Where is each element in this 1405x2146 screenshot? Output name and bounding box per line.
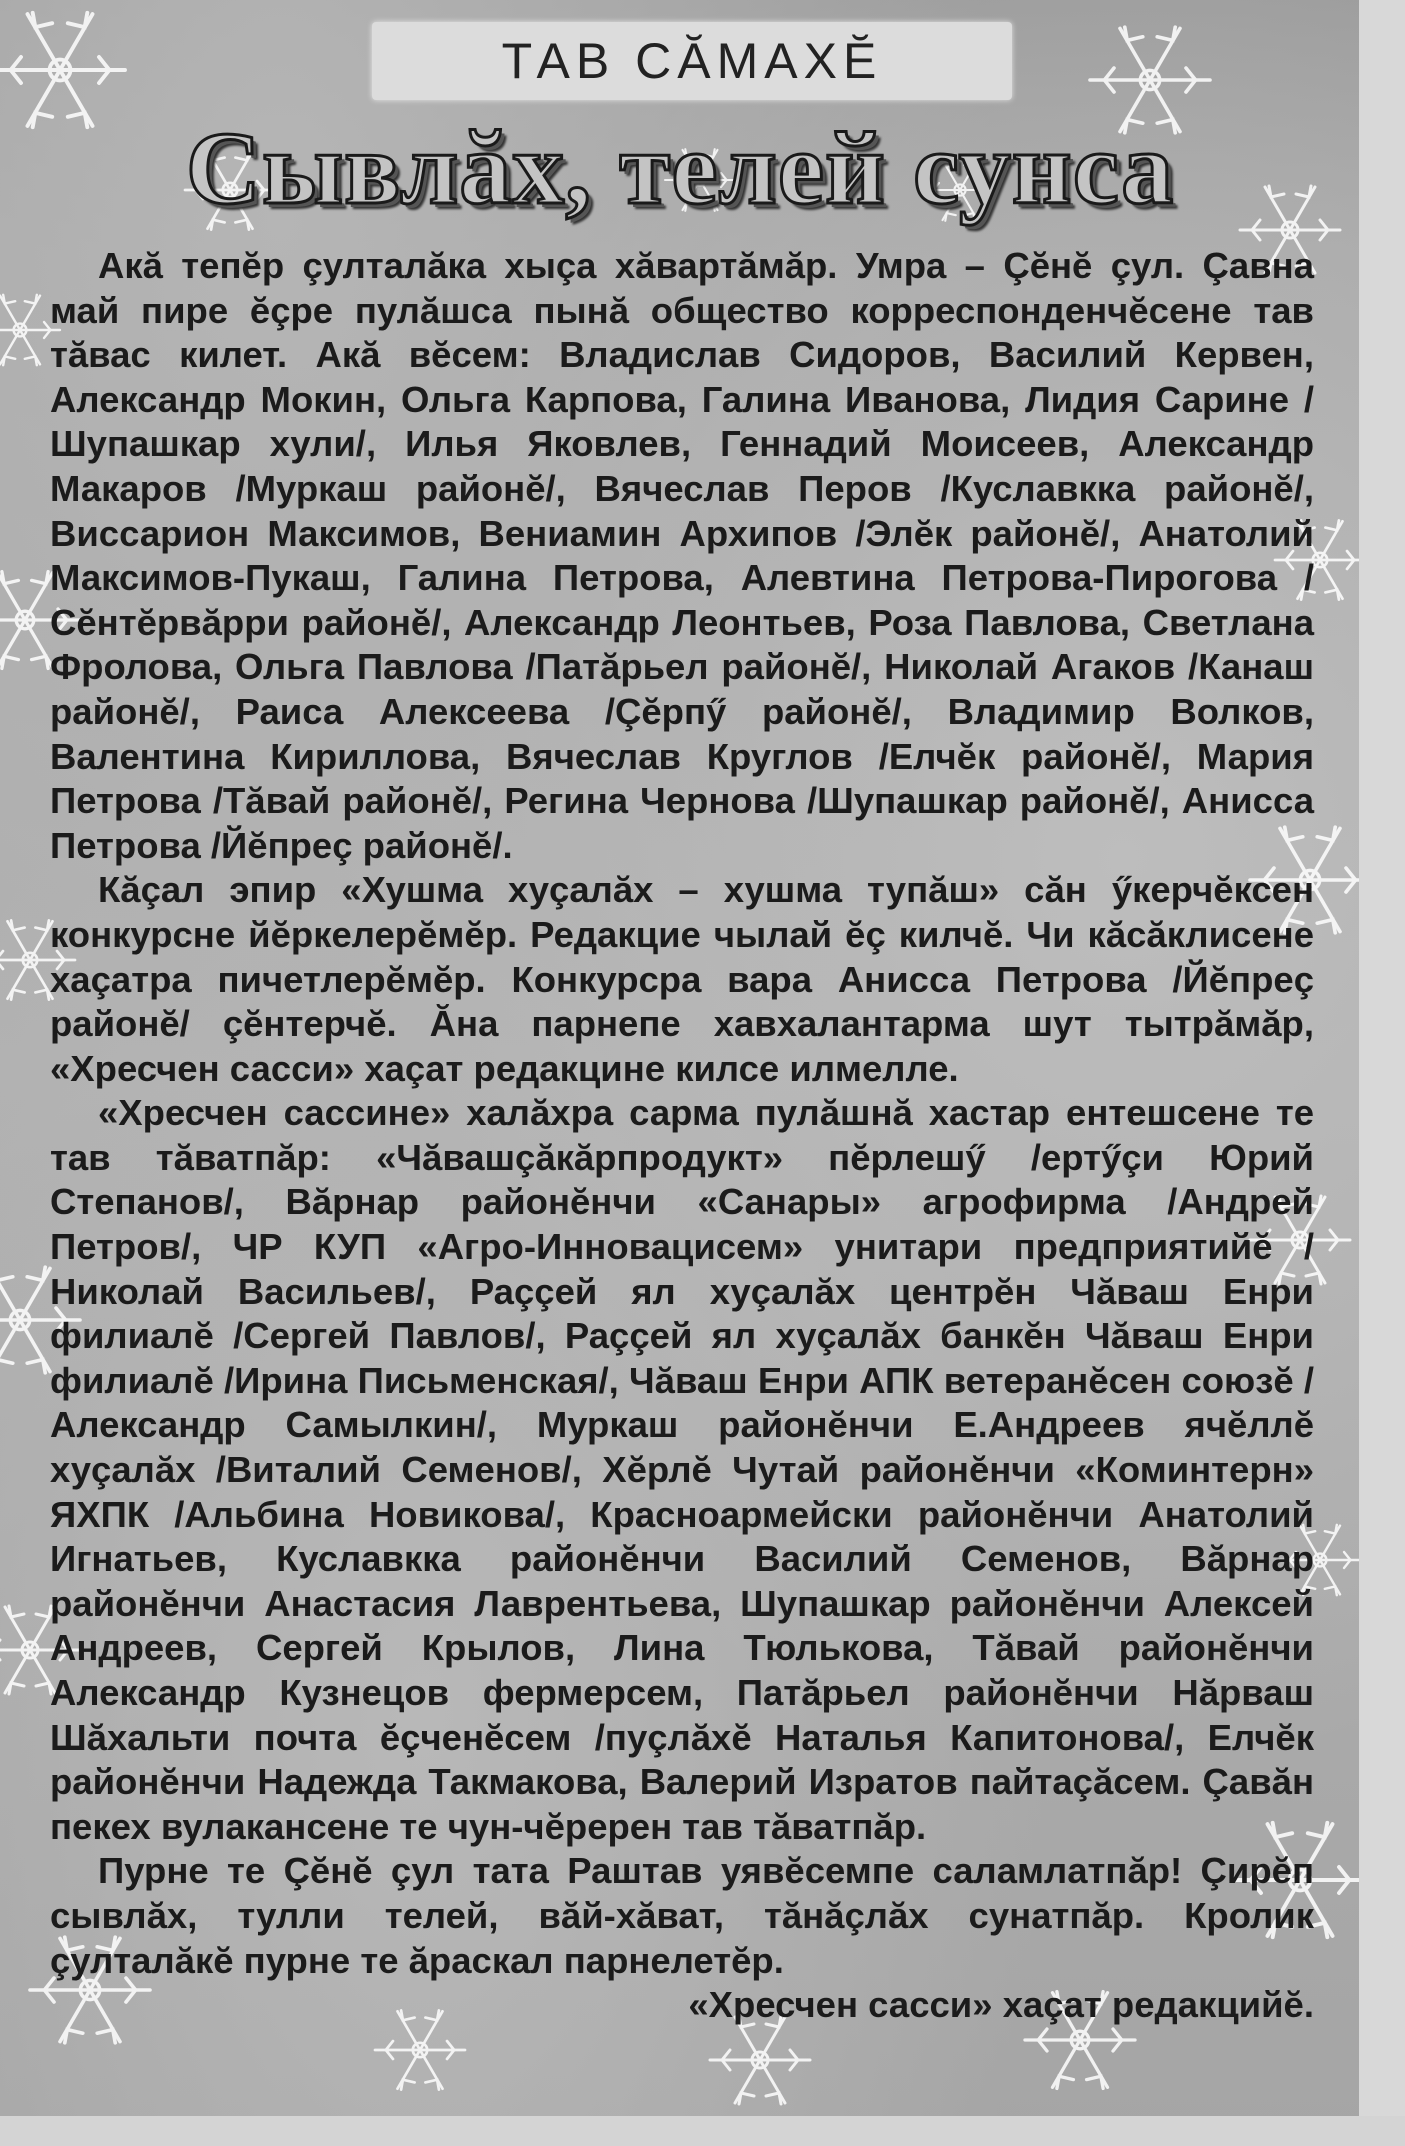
signature: «Хресчен сасси» хаçат редакцийĕ. bbox=[688, 1984, 1314, 2026]
article-body bbox=[50, 244, 1314, 2028]
paragraph-contest: Кăçал эпир «Хушма хуçалăх – хушма тупăш» сăн ӳкерчĕксен конкурсне йĕркелерĕмĕр. Редакцие чылай ĕç килчĕ. Чи кăсăклисене хаçатра пичетлерĕмĕр. Конкурсра вара Анисса Петрова /Йĕпреç районĕ/ çĕнтерчĕ. Ăна парнепе хавхалантарма шут тытрăмăр, «Хресчен сасси» хаçат редакцине килсе илмелле. bbox=[50, 869, 1314, 1089]
headline-text: Сывлăх, телей сунса bbox=[185, 110, 1175, 226]
page-margin-bottom bbox=[0, 2116, 1405, 2146]
paragraph-greetings: Пурне те Çĕнĕ çул тата Раштав уявĕсемпе саламлатпăр! Çирĕп сывлăх, тулли телей, вăй-хăват, тăнăçлăх сунатпăр. Кролик çулталăкĕ пурне те ăраскал парнелетĕр. bbox=[50, 1850, 1314, 1981]
page-margin-right bbox=[1359, 0, 1405, 2146]
paragraph-thanks: «Хресчен сассине» халăхра сарма пулăшнă хастар ентешсене те тав тăватпăр: «Чăвашçăкăрпродукт» пĕрлешӳ /ертӳçи Юрий Степанов/, Вăрнар районĕнчи «Санары» агрофирма /Андрей Петров/, ЧР КУП «Агро-Инновацисем» унитари предприятийĕ /Николай Васильев/, Раççей ял хуçалăх центрĕн Чăваш Енри филиалĕ /Сергей Павлов/, Раççей ял хуçалăх банкĕн Чăваш Енри филиалĕ /Ирина Письменская/, Чăваш Енри АПК ветеранĕсен союзĕ /Александр Самылкин/, Муркаш районĕнчи Е.Андреев ячĕллĕ хуçалăх /Виталий Семенов/, Хĕрлĕ Чутай районĕнчи «Коминтерн» ЯХПК /Альбина Новикова/, Красноармейски районĕнчи Анатолий Игнатьев, Куславкка районĕнчи Василий Семенов, Вăрнар районĕнчи Анастасия Лаврентьева, Шупашкар районĕнчи Алексей Андреев, Сергей Крылов, Лина Тюлькова, Тăвай районĕнчи Александр Кузнецов фермерсем, Патăрьел районĕнчи Нăрваш Шăхальти почта ĕçченĕсем /пуçлăхĕ Наталья Капитонова/, Елчĕк районĕнчи Надежда Такмакова, Валерий Изратов пайтаçăсем. Çавăн пекех вулакансене те чун-чĕререн тав тăватпăр. bbox=[50, 1092, 1314, 1847]
section-rubric bbox=[372, 22, 1012, 100]
article-headline bbox=[0, 108, 1360, 228]
rubric-label: ТАВ СĂМАХĔ bbox=[501, 33, 883, 89]
paragraph-correspondents: Акă тепĕр çулталăка хыçа хăвартăмăр. Умра – Çĕнĕ çул. Çавна май пире ĕçре пулăшса пынă общество корреспонденчĕсене тав тăвас килет. Акă вĕсем: Владислав Сидоров, Василий Кервен, Александр Мокин, Ольга Карпова, Галина Иванова, Лидия Сарине /Шупашкар хули/, Илья Яковлев, Геннадий Моисеев, Александр Макаров /Муркаш районĕ/, Вячеслав Перов /Куславкка районĕ/, Виссарион Максимов, Вениамин Архипов /Элĕк районĕ/, Анатолий Максимов-Пукаш, Галина Петрова, Алевтина Петрова-Пирогова /Сĕнтĕрвăрри районĕ/, Александр Леонтьев, Роза Павлова, Светлана Фролова, Ольга Павлова /Патăрьел районĕ/, Николай Агаков /Канаш районĕ/, Раиса Алексеева /Çĕрпӳ районĕ/, Владимир Волков, Валентина Кириллова, Вячеслав Круглов /Елчĕк районĕ/, Мария Петрова /Тăвай районĕ/, Регина Чернова /Шупашкар районĕ/, Анисса Петрова /Йĕпреç районĕ/. bbox=[50, 245, 1314, 866]
